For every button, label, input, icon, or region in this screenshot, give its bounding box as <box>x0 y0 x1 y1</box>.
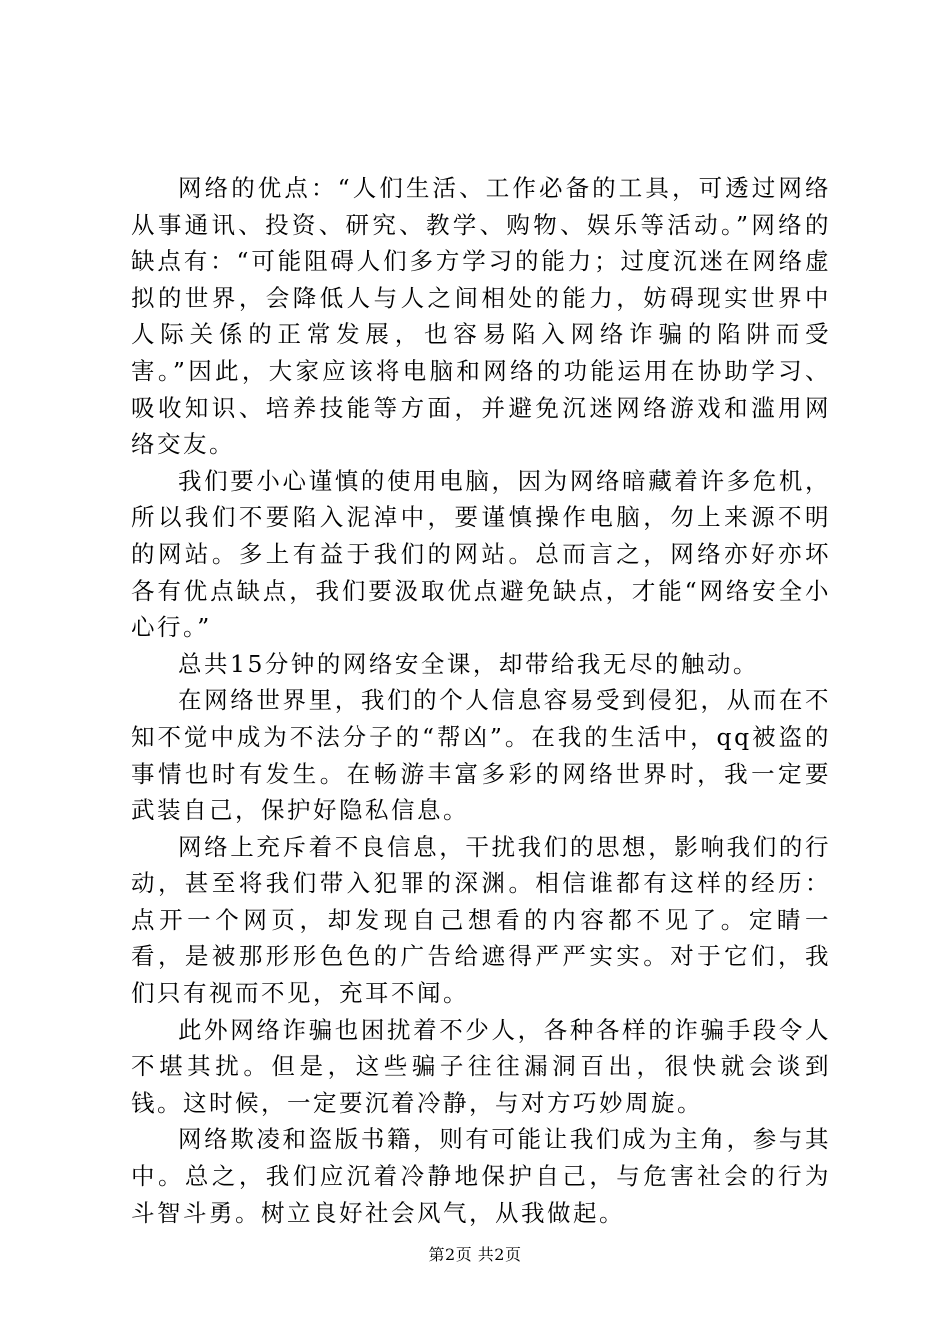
paragraph-careful-use: 我们要小心谨慎的使用电脑，因为网络暗藏着许多危机，所以我们不要陷入泥淖中，要谨慎操作电脑，勿上来源不明的网站。多上有益于我们的网站。总而言之，网络亦好亦坏各有优点缺点，我们要汲取优点避免缺点，才能“网络安全小心行。” <box>131 466 831 642</box>
paragraph-online-fraud: 此外网络诈骗也困扰着不少人，各种各样的诈骗手段令人不堪其扰。但是，这些骗子往往漏洞百出，很快就会谈到钱。这时候，一定要沉着冷静，与对方巧妙周旋。 <box>131 1015 831 1117</box>
paragraph-network-pros-cons: 网络的优点：“人们生活、工作必备的工具，可透过网络从事通讯、投资、研究、教学、购物、娱乐等活动。”网络的缺点有：“可能阻碍人们多方学习的能力；过度沉迷在网络虚拟的世界，会降低人与人之间相处的能力，妨碍现实世界中人际关係的正常发展，也容易陷入网络诈骗的陷阱而受害。”因此，大家应该将电脑和网络的功能运用在协助学习、吸收知识、培养技能等方面，并避免沉迷网络游戏和滥用网络交友。 <box>131 174 831 459</box>
page-number-footer: 第2页 共2页 <box>428 1245 522 1264</box>
paragraph-personal-info: 在网络世界里，我们的个人信息容易受到侵犯，从而在不知不觉中成为不法分子的“帮凶”。在我的生活中，qq被盗的事情也时有发生。在畅游丰富多彩的网络世界时，我一定要武装自己，保护好隐私信息。 <box>131 686 831 825</box>
document-body <box>131 170 831 1231</box>
paragraph-bad-information: 网络上充斥着不良信息，干扰我们的思想，影响我们的行动，甚至将我们带入犯罪的深渊。相信谁都有这样的经历：点开一个网页，却发现自己想看的内容都不见了。定睛一看，是被那形形色色的广告给遮得严严实实。对于它们，我们只有视而不见，充耳不闻。 <box>131 832 831 1008</box>
paragraph-safety-class: 总共15分钟的网络安全课，却带给我无尽的触动。 <box>178 649 759 678</box>
paragraph-conclusion: 网络欺凌和盗版书籍，则有可能让我们成为主角，参与其中。总之，我们应沉着冷静地保护自己，与危害社会的行为斗智斗勇。树立良好社会风气，从我做起。 <box>131 1125 831 1227</box>
